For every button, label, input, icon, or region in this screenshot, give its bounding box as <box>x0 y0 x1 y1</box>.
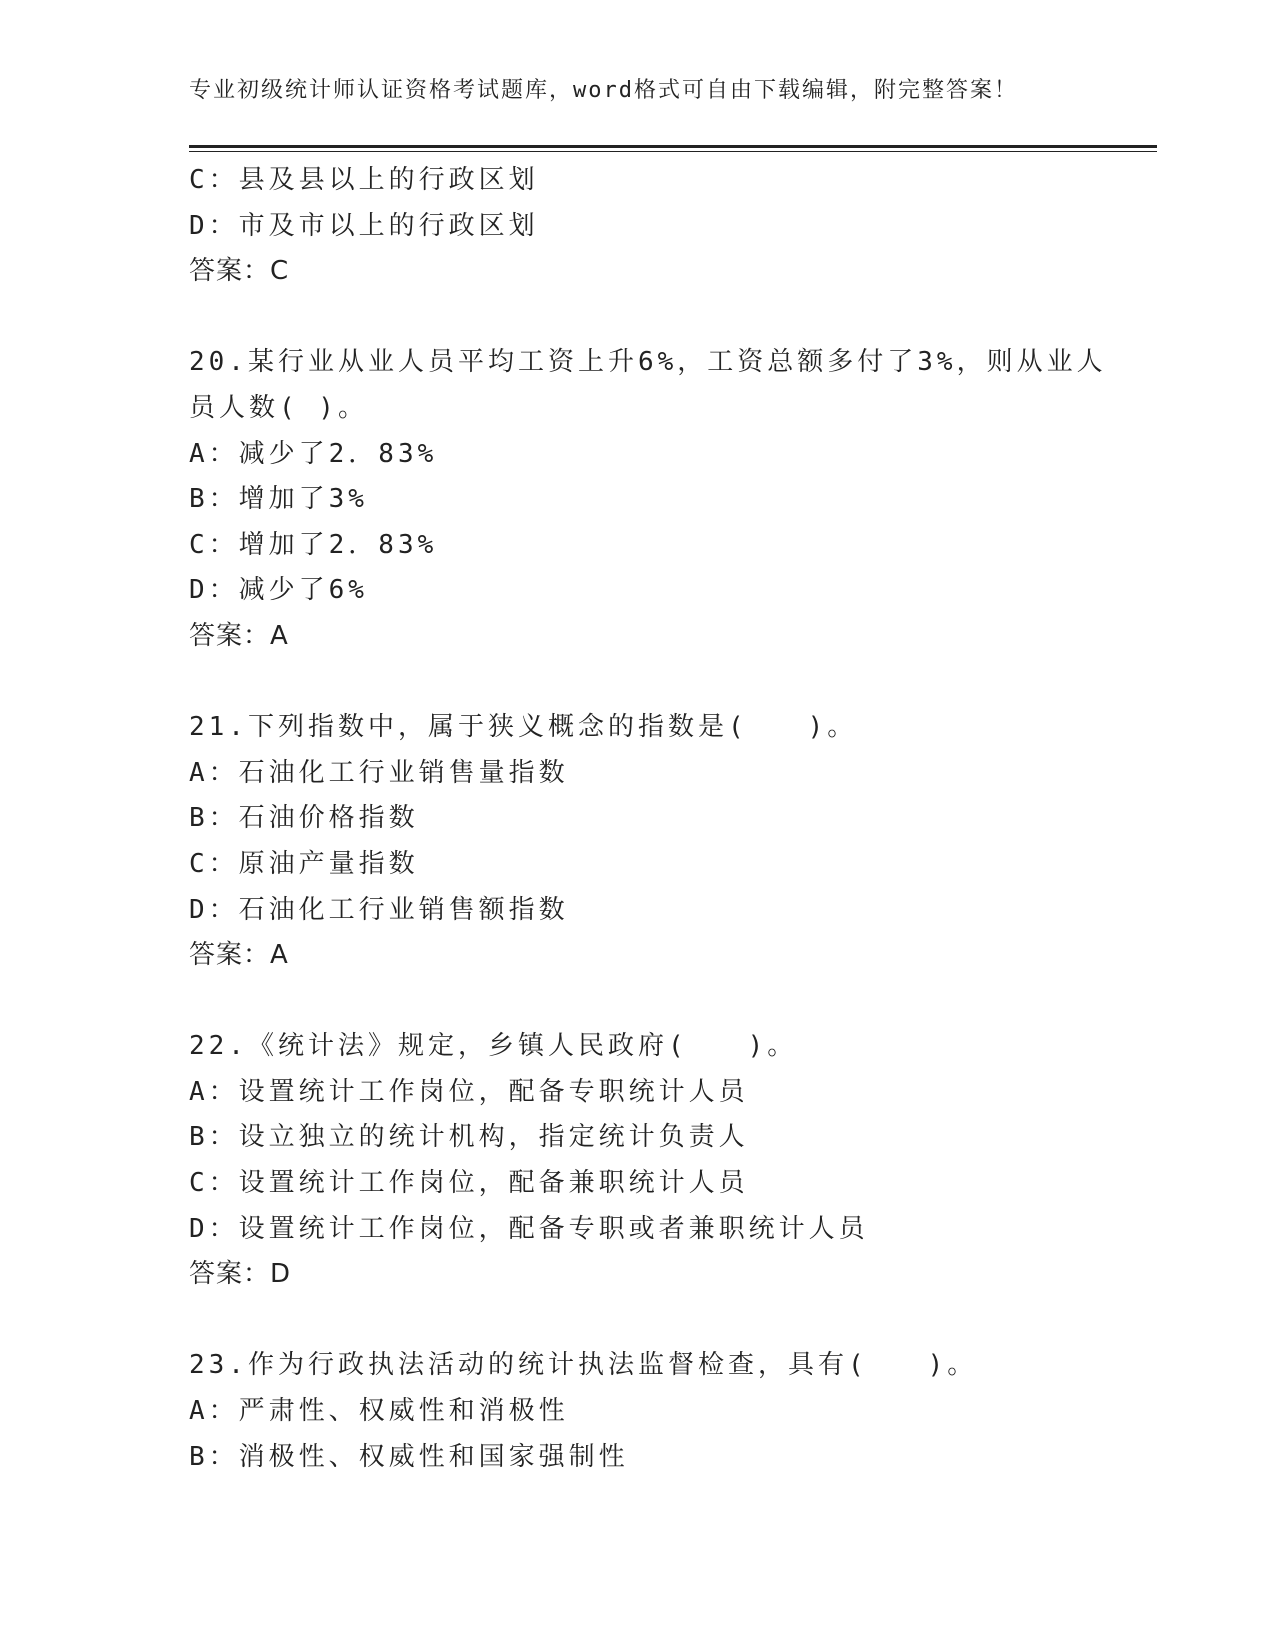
option-line: B：增加了3% <box>189 484 368 515</box>
question-block <box>189 705 1119 979</box>
answer-line: 答案：C <box>189 256 290 287</box>
question-line: 20.某行业从业人员平均工资上升6%，工资总额多付了3%，则从业人 <box>189 347 1107 378</box>
spacer <box>189 660 1119 706</box>
option-line: A：严肃性、权威性和消极性 <box>189 1396 569 1427</box>
option-line: D：市及市以上的行政区划 <box>189 210 539 241</box>
question-content <box>189 158 1119 1480</box>
question-line: 22.《统计法》规定，乡镇人民政府( )。 <box>189 1031 798 1062</box>
question-block <box>189 340 1119 659</box>
option-line: B：设立独立的统计机构，指定统计负责人 <box>189 1122 749 1153</box>
header-rule-thin <box>189 151 1157 152</box>
option-line: C：原油产量指数 <box>189 848 419 879</box>
option-line: C：增加了2．83% <box>189 529 438 560</box>
page-header: 专业初级统计师认证资格考试题库，word格式可自由下载编辑，附完整答案！ <box>189 78 1018 103</box>
option-line: D：设置统计工作岗位，配备专职或者兼职统计人员 <box>189 1213 869 1244</box>
question-block <box>189 1024 1119 1298</box>
answer-line: 答案：D <box>189 1259 292 1290</box>
option-line: C：县及县以上的行政区划 <box>189 165 539 195</box>
option-line: D：减少了6% <box>189 575 368 606</box>
option-line: A：减少了2．83% <box>189 438 438 469</box>
option-line: C：设置统计工作岗位，配备兼职统计人员 <box>189 1168 749 1199</box>
spacer <box>189 1298 1119 1344</box>
question-line: 21.下列指数中，属于狭义概念的指数是( )。 <box>189 712 858 743</box>
question-line: 员人数( )。 <box>189 392 368 423</box>
question-block <box>189 1343 1119 1480</box>
spacer <box>189 979 1119 1025</box>
answer-line: 答案：A <box>189 620 289 651</box>
question-block <box>189 158 1119 295</box>
option-line: A：设置统计工作岗位，配备专职统计人员 <box>189 1076 749 1107</box>
option-line: B：消极性、权威性和国家强制性 <box>189 1441 629 1472</box>
answer-line: 答案：A <box>189 940 289 971</box>
header-rule-thick <box>189 145 1157 148</box>
spacer <box>189 295 1119 341</box>
question-line: 23.作为行政执法活动的统计执法监督检查，具有( )。 <box>189 1350 978 1381</box>
option-line: A：石油化工行业销售量指数 <box>189 757 569 788</box>
option-line: D：石油化工行业销售额指数 <box>189 894 569 925</box>
option-line: B：石油价格指数 <box>189 803 419 834</box>
